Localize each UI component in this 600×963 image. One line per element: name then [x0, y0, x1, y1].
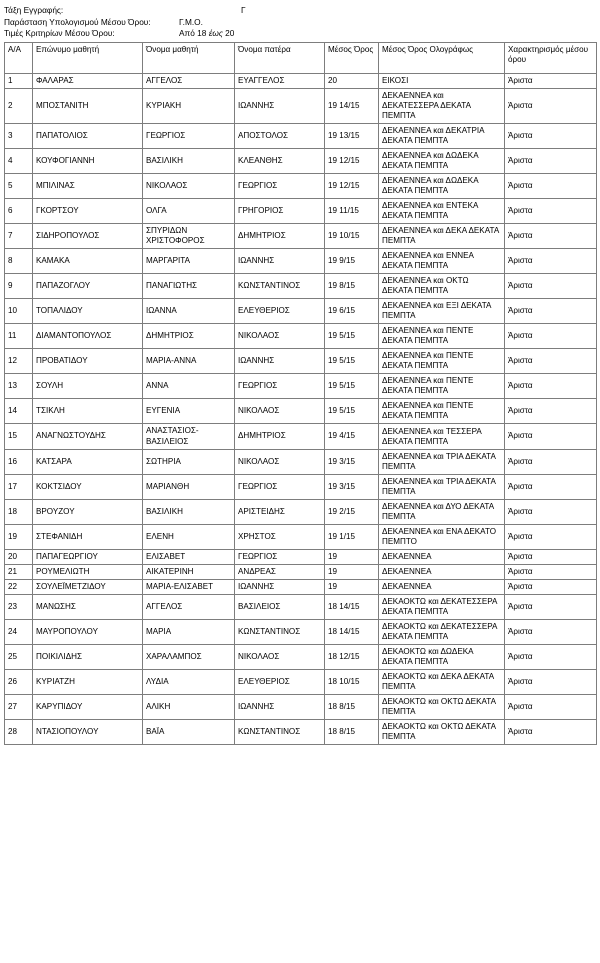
column-header-characterization: Χαρακτηρισμός μέσου όρου — [505, 42, 597, 73]
cell-surname: ΚΑΡΥΠΙΔΟΥ — [33, 695, 143, 720]
cell-average-words: ΔΕΚΑΕΝΝΕΑ και ΟΚΤΩ ΔΕΚΑΤΑ ΠΕΜΠΤΑ — [379, 274, 505, 299]
grades-table — [4, 42, 597, 746]
cell-name: ΛΥΔΙΑ — [143, 670, 235, 695]
criteria-value-prefix: Από 18 — [179, 28, 209, 39]
meta-row-formula — [4, 17, 596, 29]
cell-characterization: Άριστα — [505, 73, 597, 88]
cell-name: ΒΑΪΑ — [143, 720, 235, 745]
cell-father: ΑΡΙΣΤΕΙΔΗΣ — [235, 499, 325, 524]
cell-average-words: ΔΕΚΑΕΝΝΕΑ και ΕΞΙ ΔΕΚΑΤΑ ΠΕΜΠΤΑ — [379, 299, 505, 324]
cell-aa: 7 — [5, 223, 33, 248]
grades-table-head — [5, 42, 597, 73]
class-value: Γ — [241, 5, 246, 15]
conjunction-kai: και — [428, 622, 439, 632]
conjunction-kai: και — [433, 351, 444, 361]
column-header-name: Όνομα μαθητή — [143, 42, 235, 73]
cell-aa: 11 — [5, 324, 33, 349]
cell-surname: ΡΟΥΜΕΛΙΩΤΗ — [33, 565, 143, 580]
cell-father: ΝΙΚΟΛΑΟΣ — [235, 645, 325, 670]
conjunction-kai: και — [428, 597, 439, 607]
cell-characterization: Άριστα — [505, 123, 597, 148]
table-row — [5, 474, 597, 499]
conjunction-kai: και — [433, 451, 444, 461]
table-row — [5, 123, 597, 148]
cell-characterization: Άριστα — [505, 349, 597, 374]
cell-characterization: Άριστα — [505, 549, 597, 564]
cell-average-words: ΔΕΚΑΕΝΝΕΑ και ΠΕΝΤΕ ΔΕΚΑΤΑ ΠΕΜΠΤΑ — [379, 399, 505, 424]
cell-father: ΕΛΕΥΘΕΡΙΟΣ — [235, 670, 325, 695]
cell-name: ΟΛΓΑ — [143, 198, 235, 223]
cell-father: ΓΕΩΡΓΙΟΣ — [235, 374, 325, 399]
cell-average-words: ΔΕΚΑΕΝΝΕΑ και ΕΝΑ ΔΕΚΑΤΟ ΠΕΜΠΤΟ — [379, 524, 505, 549]
table-row — [5, 173, 597, 198]
cell-average: 19 5/15 — [325, 324, 379, 349]
column-header-surname: Επώνυμο μαθητή — [33, 42, 143, 73]
cell-father: ΓΕΩΡΓΙΟΣ — [235, 474, 325, 499]
cell-surname: ΣΤΕΦΑΝΙΔΗ — [33, 524, 143, 549]
cell-average-words: ΔΕΚΑΟΚΤΩ και ΟΚΤΩ ΔΕΚΑΤΑ ΠΕΜΠΤΑ — [379, 720, 505, 745]
table-row — [5, 374, 597, 399]
cell-average-words: ΔΕΚΑΕΝΝΕΑ και ΠΕΝΤΕ ΔΕΚΑΤΑ ΠΕΜΠΤΑ — [379, 324, 505, 349]
cell-surname: ΜΑΝΩΣΗΣ — [33, 595, 143, 620]
cell-father: ΑΠΟΣΤΟΛΟΣ — [235, 123, 325, 148]
cell-father: ΧΡΗΣΤΟΣ — [235, 524, 325, 549]
cell-average: 19 6/15 — [325, 299, 379, 324]
cell-aa: 16 — [5, 449, 33, 474]
cell-aa: 28 — [5, 720, 33, 745]
cell-average-words: ΔΕΚΑΕΝΝΕΑ και ΔΥΟ ΔΕΚΑΤΑ ΠΕΜΠΤΑ — [379, 499, 505, 524]
cell-characterization: Άριστα — [505, 198, 597, 223]
table-row — [5, 449, 597, 474]
table-header-row — [5, 42, 597, 73]
cell-father: ΚΩΝΣΤΑΝΤΙΝΟΣ — [235, 620, 325, 645]
cell-surname: ΠΑΠΑΤΟΛΙΟΣ — [33, 123, 143, 148]
cell-average: 18 10/15 — [325, 670, 379, 695]
cell-average: 19 3/15 — [325, 474, 379, 499]
cell-average-words: ΔΕΚΑΕΝΝΕΑ και ΠΕΝΤΕ ΔΕΚΑΤΑ ΠΕΜΠΤΑ — [379, 374, 505, 399]
conjunction-kai: και — [433, 426, 444, 436]
cell-average-words: ΔΕΚΑΕΝΝΕΑ και ΠΕΝΤΕ ΔΕΚΑΤΑ ΠΕΜΠΤΑ — [379, 349, 505, 374]
conjunction-kai: και — [433, 150, 444, 160]
conjunction-kai: και — [433, 251, 444, 261]
cell-average-words: ΔΕΚΑΕΝΝΕΑ και ΔΕΚΑΤΡΙΑ ΔΕΚΑΤΑ ΠΕΜΠΤΑ — [379, 123, 505, 148]
criteria-label: Τιμές Κριτηρίων Μέσου Όρου: — [4, 28, 115, 39]
cell-surname: ΣΙΔΗΡΟΠΟΥΛΟΣ — [33, 223, 143, 248]
criteria-value — [169, 28, 596, 40]
table-row — [5, 73, 597, 88]
cell-average: 19 4/15 — [325, 424, 379, 449]
conjunction-kai: και — [433, 476, 444, 486]
cell-surname: ΦΑΛΑΡΑΣ — [33, 73, 143, 88]
column-header-aa: Α/Α — [5, 42, 33, 73]
cell-surname: ΣΟΥΛΕΪΜΕΤΖΙΔΟΥ — [33, 580, 143, 595]
cell-aa: 13 — [5, 374, 33, 399]
formula-label: Παράσταση Υπολογισμού Μέσου Όρου: — [4, 16, 151, 27]
cell-father: ΓΡΗΓΟΡΙΟΣ — [235, 198, 325, 223]
cell-father: ΓΕΩΡΓΙΟΣ — [235, 549, 325, 564]
cell-characterization: Άριστα — [505, 620, 597, 645]
conjunction-kai: και — [433, 226, 444, 236]
cell-characterization: Άριστα — [505, 274, 597, 299]
cell-surname: ΠΟΙΚΙΛΙΔΗΣ — [33, 645, 143, 670]
cell-surname: ΤΟΠΑΛΙΔΟΥ — [33, 299, 143, 324]
cell-name: ΑΝΝΑ — [143, 374, 235, 399]
cell-surname: ΚΟΚΤΣΙΔΟΥ — [33, 474, 143, 499]
table-row — [5, 399, 597, 424]
column-header-average: Μέσος Όρος — [325, 42, 379, 73]
cell-father: ΔΗΜΗΤΡΙΟΣ — [235, 424, 325, 449]
cell-name: ΒΑΣΙΛΙΚΗ — [143, 148, 235, 173]
conjunction-kai: και — [433, 526, 444, 536]
column-header-average-words: Μέσος Όρος Ολογράφως — [379, 42, 505, 73]
grades-table-body — [5, 73, 597, 745]
cell-surname: ΜΠΙΛΙΝΑΣ — [33, 173, 143, 198]
table-row — [5, 88, 597, 123]
cell-aa: 26 — [5, 670, 33, 695]
table-row — [5, 645, 597, 670]
cell-aa: 21 — [5, 565, 33, 580]
conjunction-kai: και — [433, 326, 444, 336]
cell-aa: 4 — [5, 148, 33, 173]
cell-characterization: Άριστα — [505, 645, 597, 670]
cell-characterization: Άριστα — [505, 720, 597, 745]
cell-average-words: ΔΕΚΑΕΝΝΕΑ και ΤΕΣΣΕΡΑ ΔΕΚΑΤΑ ΠΕΜΠΤΑ — [379, 424, 505, 449]
cell-name: ΜΑΡΙΑΝΘΗ — [143, 474, 235, 499]
cell-characterization: Άριστα — [505, 88, 597, 123]
table-row — [5, 549, 597, 564]
cell-name: ΒΑΣΙΛΙΚΗ — [143, 499, 235, 524]
cell-average: 19 5/15 — [325, 399, 379, 424]
cell-name: ΕΛΙΣΑΒΕΤ — [143, 549, 235, 564]
cell-aa: 6 — [5, 198, 33, 223]
cell-average: 20 — [325, 73, 379, 88]
cell-characterization: Άριστα — [505, 524, 597, 549]
cell-characterization: Άριστα — [505, 670, 597, 695]
cell-father: ΒΑΣΙΛΕΙΟΣ — [235, 595, 325, 620]
cell-average: 19 13/15 — [325, 123, 379, 148]
cell-father: ΙΩΑΝΝΗΣ — [235, 88, 325, 123]
table-row — [5, 349, 597, 374]
cell-average-words: ΕΙΚΟΣΙ — [379, 73, 505, 88]
cell-characterization: Άριστα — [505, 374, 597, 399]
table-row — [5, 524, 597, 549]
column-header-father: Όνομα πατέρα — [235, 42, 325, 73]
cell-name: ΑΛΙΚΗ — [143, 695, 235, 720]
cell-father: ΚΛΕΑΝΘΗΣ — [235, 148, 325, 173]
cell-average: 19 — [325, 549, 379, 564]
cell-name: ΜΑΡΓΑΡΙΤΑ — [143, 249, 235, 274]
cell-aa: 22 — [5, 580, 33, 595]
table-row — [5, 223, 597, 248]
cell-father: ΓΕΩΡΓΙΟΣ — [235, 173, 325, 198]
table-row — [5, 424, 597, 449]
cell-name: ΣΠΥΡΙΔΩΝ ΧΡΙΣΤΟΦΟΡΟΣ — [143, 223, 235, 248]
cell-characterization: Άριστα — [505, 474, 597, 499]
cell-aa: 19 — [5, 524, 33, 549]
cell-aa: 27 — [5, 695, 33, 720]
cell-average-words: ΔΕΚΑΕΝΝΕΑ και ΔΕΚΑΤΕΣΣΕΡΑ ΔΕΚΑΤΑ ΠΕΜΠΤΑ — [379, 88, 505, 123]
table-row — [5, 695, 597, 720]
cell-aa: 23 — [5, 595, 33, 620]
cell-average: 18 14/15 — [325, 620, 379, 645]
table-row — [5, 595, 597, 620]
conjunction-kai: και — [433, 200, 444, 210]
cell-name: ΚΥΡΙΑΚΗ — [143, 88, 235, 123]
cell-name: ΑΝΑΣΤΑΣΙΟΣ-ΒΑΣΙΛΕΙΟΣ — [143, 424, 235, 449]
cell-characterization: Άριστα — [505, 173, 597, 198]
table-row — [5, 670, 597, 695]
cell-average-words: ΔΕΚΑΕΝΝΕΑ και ΕΝΤΕΚΑ ΔΕΚΑΤΑ ΠΕΜΠΤΑ — [379, 198, 505, 223]
cell-average: 19 — [325, 565, 379, 580]
conjunction-kai: και — [433, 501, 444, 511]
table-row — [5, 580, 597, 595]
formula-value: Γ.Μ.Ο. — [179, 16, 203, 27]
cell-aa: 1 — [5, 73, 33, 88]
cell-name: ΑΓΓΕΛΟΣ — [143, 73, 235, 88]
cell-aa: 15 — [5, 424, 33, 449]
cell-aa: 10 — [5, 299, 33, 324]
table-row — [5, 565, 597, 580]
conjunction-kai: και — [428, 672, 439, 682]
cell-name: ΝΙΚΟΛΑΟΣ — [143, 173, 235, 198]
cell-surname: ΝΤΑΣΙΟΠΟΥΛΟΥ — [33, 720, 143, 745]
meta-row-class — [4, 5, 596, 17]
cell-surname: ΠΑΠΑΓΕΩΡΓΙΟΥ — [33, 549, 143, 564]
cell-average-words: ΔΕΚΑΕΝΝΕΑ — [379, 549, 505, 564]
meta-row-criteria — [4, 28, 596, 40]
cell-average-words: ΔΕΚΑΕΝΝΕΑ και ΤΡΙΑ ΔΕΚΑΤΑ ΠΕΜΠΤΑ — [379, 474, 505, 499]
conjunction-kai: και — [433, 175, 444, 185]
cell-average-words: ΔΕΚΑΕΝΝΕΑ — [379, 580, 505, 595]
conjunction-kai: και — [433, 376, 444, 386]
cell-name: ΧΑΡΑΛΑΜΠΟΣ — [143, 645, 235, 670]
cell-aa: 25 — [5, 645, 33, 670]
cell-characterization: Άριστα — [505, 223, 597, 248]
cell-father: ΚΩΝΣΤΑΝΤΙΝΟΣ — [235, 720, 325, 745]
table-row — [5, 299, 597, 324]
cell-surname: ΤΣΙΚΛΗ — [33, 399, 143, 424]
table-row — [5, 198, 597, 223]
cell-surname: ΚΑΜΑΚΑ — [33, 249, 143, 274]
cell-father: ΙΩΑΝΝΗΣ — [235, 249, 325, 274]
cell-father: ΝΙΚΟΛΑΟΣ — [235, 449, 325, 474]
cell-average: 18 8/15 — [325, 720, 379, 745]
cell-father: ΝΙΚΟΛΑΟΣ — [235, 399, 325, 424]
cell-aa: 18 — [5, 499, 33, 524]
cell-name: ΕΛΕΝΗ — [143, 524, 235, 549]
class-label: Τάξη Εγγραφής: — [4, 5, 64, 15]
cell-average-words: ΔΕΚΑΕΝΝΕΑ και ΔΩΔΕΚΑ ΔΕΚΑΤΑ ΠΕΜΠΤΑ — [379, 148, 505, 173]
cell-aa: 17 — [5, 474, 33, 499]
table-row — [5, 720, 597, 745]
conjunction-kai: και — [433, 401, 444, 411]
cell-name: ΠΑΝΑΓΙΩΤΗΣ — [143, 274, 235, 299]
cell-average-words: ΔΕΚΑΕΝΝΕΑ και ΔΩΔΕΚΑ ΔΕΚΑΤΑ ΠΕΜΠΤΑ — [379, 173, 505, 198]
cell-average-words: ΔΕΚΑΟΚΤΩ και ΔΕΚΑΤΕΣΣΕΡΑ ΔΕΚΑΤΑ ΠΕΜΠΤΑ — [379, 620, 505, 645]
cell-name: ΑΙΚΑΤΕΡΙΝΗ — [143, 565, 235, 580]
cell-father: ΑΝΔΡΕΑΣ — [235, 565, 325, 580]
conjunction-kai: και — [428, 647, 439, 657]
conjunction-kai: και — [433, 276, 444, 286]
cell-aa: 12 — [5, 349, 33, 374]
table-row — [5, 274, 597, 299]
report-meta-header — [4, 5, 596, 40]
cell-father: ΙΩΑΝΝΗΣ — [235, 580, 325, 595]
cell-characterization: Άριστα — [505, 565, 597, 580]
cell-father: ΙΩΑΝΝΗΣ — [235, 349, 325, 374]
table-row — [5, 620, 597, 645]
conjunction-kai: και — [433, 90, 444, 100]
cell-surname: ΚΟΥΦΟΓΙΑΝΝΗ — [33, 148, 143, 173]
cell-characterization: Άριστα — [505, 449, 597, 474]
cell-average: 19 5/15 — [325, 374, 379, 399]
cell-father: ΚΩΝΣΤΑΝΤΙΝΟΣ — [235, 274, 325, 299]
cell-name: ΙΩΑΝΝΑ — [143, 299, 235, 324]
cell-father: ΕΛΕΥΘΕΡΙΟΣ — [235, 299, 325, 324]
cell-characterization: Άριστα — [505, 580, 597, 595]
cell-name: ΜΑΡΙΑ-ΑΝΝΑ — [143, 349, 235, 374]
cell-father: ΙΩΑΝΝΗΣ — [235, 695, 325, 720]
cell-average: 19 2/15 — [325, 499, 379, 524]
cell-average: 19 3/15 — [325, 449, 379, 474]
cell-average: 19 10/15 — [325, 223, 379, 248]
cell-average: 19 12/15 — [325, 173, 379, 198]
cell-name: ΣΩΤΗΡΙΑ — [143, 449, 235, 474]
cell-average-words: ΔΕΚΑΕΝΝΕΑ — [379, 565, 505, 580]
cell-average-words: ΔΕΚΑΕΝΝΕΑ και ΕΝΝΕΑ ΔΕΚΑΤΑ ΠΕΜΠΤΑ — [379, 249, 505, 274]
cell-aa: 2 — [5, 88, 33, 123]
table-row — [5, 499, 597, 524]
cell-father: ΕΥΑΓΓΕΛΟΣ — [235, 73, 325, 88]
table-row — [5, 324, 597, 349]
cell-characterization: Άριστα — [505, 324, 597, 349]
cell-characterization: Άριστα — [505, 299, 597, 324]
cell-aa: 24 — [5, 620, 33, 645]
cell-father: ΝΙΚΟΛΑΟΣ — [235, 324, 325, 349]
cell-average-words: ΔΕΚΑΟΚΤΩ και ΟΚΤΩ ΔΕΚΑΤΑ ΠΕΜΠΤΑ — [379, 695, 505, 720]
conjunction-kai: και — [433, 301, 444, 311]
cell-average: 19 9/15 — [325, 249, 379, 274]
cell-average-words: ΔΕΚΑΕΝΝΕΑ και ΤΡΙΑ ΔΕΚΑΤΑ ΠΕΜΠΤΑ — [379, 449, 505, 474]
cell-average: 19 1/15 — [325, 524, 379, 549]
cell-average: 18 8/15 — [325, 695, 379, 720]
cell-surname: ΠΡΟΒΑΤΙΔΟΥ — [33, 349, 143, 374]
cell-name: ΜΑΡΙΑ-ΕΛΙΣΑΒΕΤ — [143, 580, 235, 595]
cell-average-words: ΔΕΚΑΕΝΝΕΑ και ΔΕΚΑ ΔΕΚΑΤΑ ΠΕΜΠΤΑ — [379, 223, 505, 248]
cell-average: 19 11/15 — [325, 198, 379, 223]
cell-aa: 5 — [5, 173, 33, 198]
table-row — [5, 148, 597, 173]
cell-average: 19 — [325, 580, 379, 595]
cell-average: 19 5/15 — [325, 349, 379, 374]
cell-characterization: Άριστα — [505, 595, 597, 620]
cell-aa: 9 — [5, 274, 33, 299]
criteria-value-suffix: 20 — [222, 28, 235, 39]
cell-surname: ΓΚΟΡΤΣΟΥ — [33, 198, 143, 223]
criteria-value-italic: έως — [208, 28, 223, 39]
cell-aa: 20 — [5, 549, 33, 564]
cell-characterization: Άριστα — [505, 249, 597, 274]
cell-average-words: ΔΕΚΑΟΚΤΩ και ΔΩΔΕΚΑ ΔΕΚΑΤΑ ΠΕΜΠΤΑ — [379, 645, 505, 670]
table-row — [5, 249, 597, 274]
cell-characterization: Άριστα — [505, 424, 597, 449]
cell-name: ΜΑΡΙΑ — [143, 620, 235, 645]
cell-average: 19 12/15 — [325, 148, 379, 173]
cell-surname: ΔΙΑΜΑΝΤΟΠΟΥΛΟΣ — [33, 324, 143, 349]
cell-aa: 8 — [5, 249, 33, 274]
cell-average-words: ΔΕΚΑΟΚΤΩ και ΔΕΚΑ ΔΕΚΑΤΑ ΠΕΜΠΤΑ — [379, 670, 505, 695]
conjunction-kai: και — [428, 722, 439, 732]
cell-average: 19 8/15 — [325, 274, 379, 299]
cell-surname: ΚΥΡΙΑΤΖΗ — [33, 670, 143, 695]
conjunction-kai: και — [428, 697, 439, 707]
cell-characterization: Άριστα — [505, 399, 597, 424]
cell-name: ΕΥΓΕΝΙΑ — [143, 399, 235, 424]
cell-name: ΔΗΜΗΤΡΙΟΣ — [143, 324, 235, 349]
conjunction-kai: και — [433, 125, 444, 135]
cell-name: ΓΕΩΡΓΙΟΣ — [143, 123, 235, 148]
cell-surname: ΜΑΥΡΟΠΟΥΛΟΥ — [33, 620, 143, 645]
cell-surname: ΠΑΠΑΖΟΓΛΟΥ — [33, 274, 143, 299]
cell-characterization: Άριστα — [505, 695, 597, 720]
cell-surname: ΒΡΟΥΖΟΥ — [33, 499, 143, 524]
cell-aa: 3 — [5, 123, 33, 148]
cell-surname: ΣΟΥΛΗ — [33, 374, 143, 399]
cell-average: 18 14/15 — [325, 595, 379, 620]
cell-father: ΔΗΜΗΤΡΙΟΣ — [235, 223, 325, 248]
cell-average: 19 14/15 — [325, 88, 379, 123]
cell-average: 18 12/15 — [325, 645, 379, 670]
cell-average-words: ΔΕΚΑΟΚΤΩ και ΔΕΚΑΤΕΣΣΕΡΑ ΔΕΚΑΤΑ ΠΕΜΠΤΑ — [379, 595, 505, 620]
cell-name: ΑΓΓΕΛΟΣ — [143, 595, 235, 620]
cell-surname: ΑΝΑΓΝΩΣΤΟΥΔΗΣ — [33, 424, 143, 449]
cell-characterization: Άριστα — [505, 148, 597, 173]
cell-surname: ΚΑΤΣΑΡΑ — [33, 449, 143, 474]
cell-characterization: Άριστα — [505, 499, 597, 524]
cell-aa: 14 — [5, 399, 33, 424]
cell-surname: ΜΠΟΣΤΑΝΙΤΗ — [33, 88, 143, 123]
